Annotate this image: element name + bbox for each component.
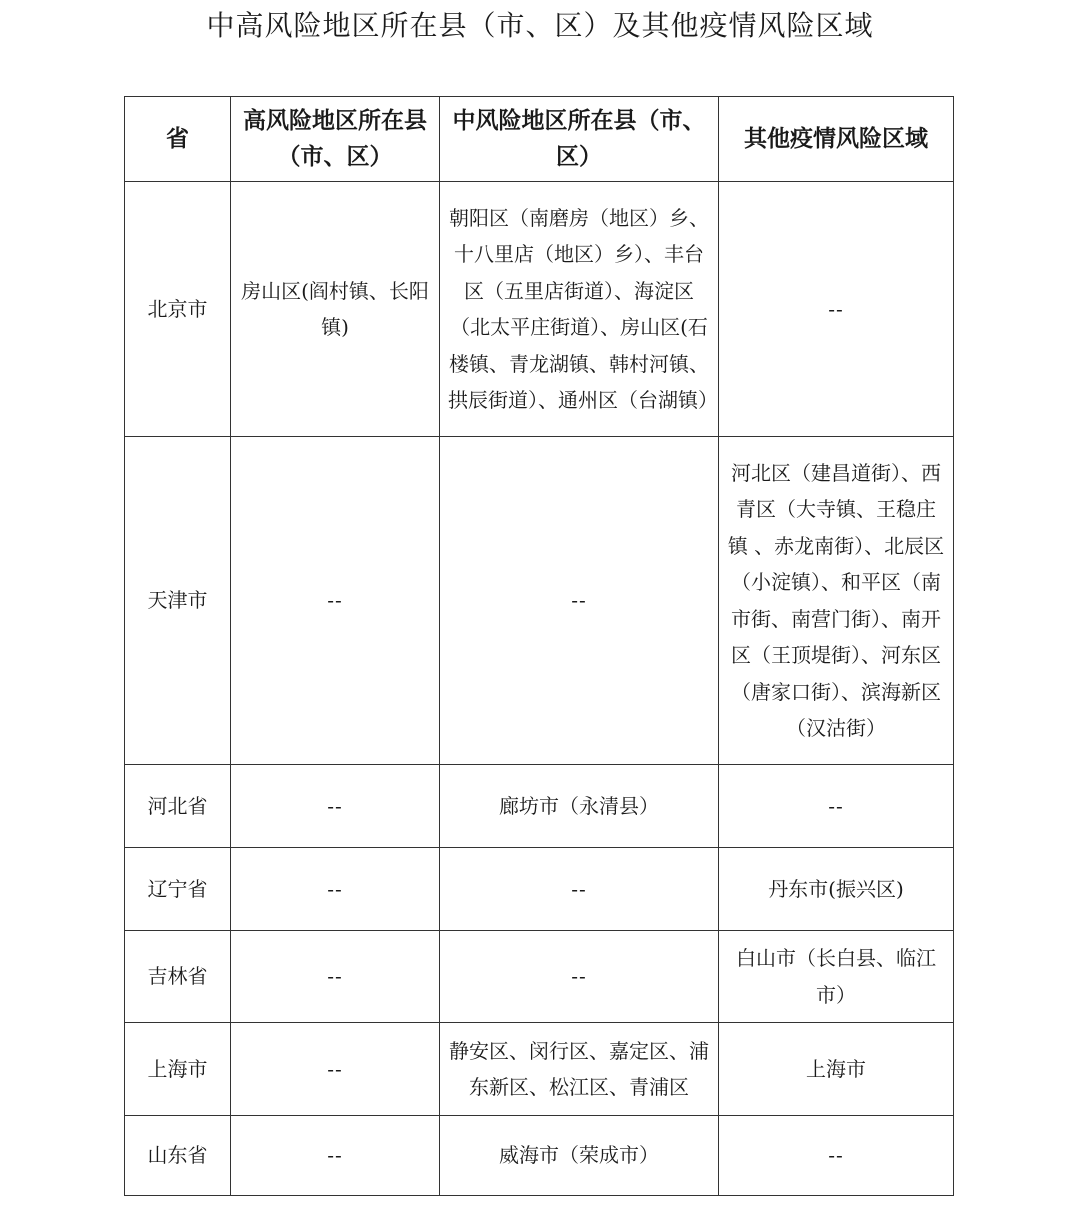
high-risk-cell: -- [231, 931, 440, 1023]
medium-risk-cell: 威海市（荣成市） [440, 1116, 719, 1196]
header-other-risk: 其他疫情风险区域 [719, 97, 954, 182]
other-risk-cell: 白山市（长白县、临江市） [719, 931, 954, 1023]
medium-risk-cell: 朝阳区（南磨房（地区）乡、十八里店（地区）乡）、丰台区（五里店街道）、海淀区（北太平庄街道）、房山区(石楼镇、青龙湖镇、韩村河镇、拱辰街道）、通州区（台湖镇） [440, 182, 719, 437]
table-row [125, 931, 954, 1023]
table-row [125, 182, 954, 437]
high-risk-cell: -- [231, 765, 440, 848]
header-high-risk: 高风险地区所在县（市、区） [231, 97, 440, 182]
other-risk-cell: 丹东市(振兴区) [719, 848, 954, 931]
header-province: 省 [125, 97, 231, 182]
other-risk-cell: 河北区（建昌道街）、西青区（大寺镇、王稳庄镇 、赤龙南街）、北辰区（小淀镇）、和平区（南市街、南营门街）、南开区（王顶堤街）、河东区（唐家口街）、滨海新区（汉沽街） [719, 437, 954, 765]
high-risk-cell: -- [231, 1116, 440, 1196]
province-cell: 天津市 [125, 437, 231, 765]
high-risk-cell: -- [231, 848, 440, 931]
table-row [125, 765, 954, 848]
page-title: 中高风险地区所在县（市、区）及其他疫情风险区域 [206, 9, 874, 42]
medium-risk-cell: -- [440, 437, 719, 765]
medium-risk-cell: 廊坊市（永清县） [440, 765, 719, 848]
province-cell: 吉林省 [125, 931, 231, 1023]
table-row [125, 1023, 954, 1116]
province-cell: 河北省 [125, 765, 231, 848]
high-risk-cell: 房山区(阎村镇、长阳镇) [231, 182, 440, 437]
table-header-row [125, 97, 954, 182]
other-risk-cell: -- [719, 1116, 954, 1196]
other-risk-cell: 上海市 [719, 1023, 954, 1116]
medium-risk-cell: -- [440, 848, 719, 931]
other-risk-cell: -- [719, 765, 954, 848]
other-risk-cell: -- [719, 182, 954, 437]
province-cell: 山东省 [125, 1116, 231, 1196]
medium-risk-cell: -- [440, 931, 719, 1023]
province-cell: 北京市 [125, 182, 231, 437]
header-medium-risk: 中风险地区所在县（市、区） [440, 97, 719, 182]
province-cell: 上海市 [125, 1023, 231, 1116]
table-row [125, 437, 954, 765]
table-row [125, 1116, 954, 1196]
medium-risk-cell: 静安区、闵行区、嘉定区、浦东新区、松江区、青浦区 [440, 1023, 719, 1116]
table-row [125, 848, 954, 931]
risk-area-table [124, 96, 954, 1196]
high-risk-cell: -- [231, 437, 440, 765]
high-risk-cell: -- [231, 1023, 440, 1116]
province-cell: 辽宁省 [125, 848, 231, 931]
